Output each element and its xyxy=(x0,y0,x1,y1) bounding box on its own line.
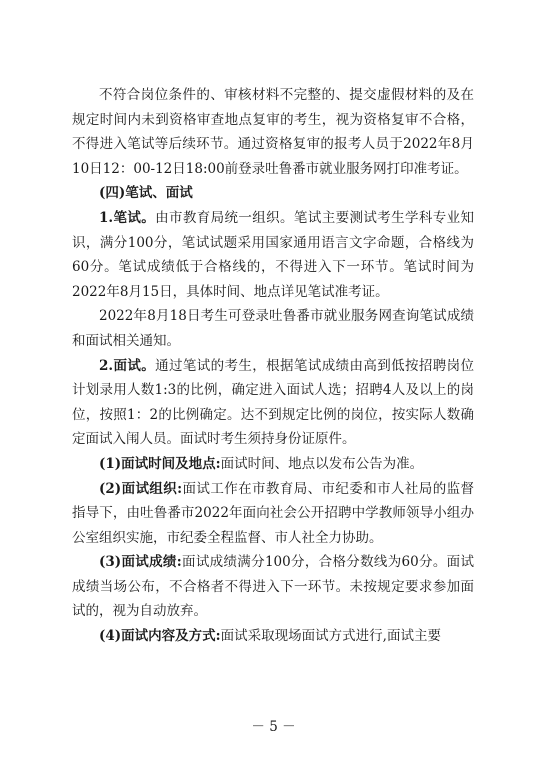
paragraph-written-exam xyxy=(72,206,474,304)
interview-time-place-title: (1)面试时间及地点: xyxy=(99,455,221,472)
paragraph-interview-content xyxy=(72,624,474,649)
paragraph-interview-time-place xyxy=(72,452,474,477)
paragraph-score-query: 2022年8月18日考生可登录吐鲁番市就业服务网查询笔试成绩和面试相关通知。 xyxy=(72,308,474,349)
paragraph-interview-organization xyxy=(72,477,474,551)
written-exam-text: 由市教育局统一组织。笔试主要测试考生学科专业知识，满分100分，笔试试题采用国家通用语言文字命题，合格线为60分。笔试成绩低于合格线的，不得进入下一环节。笔试时间为2022年8月15日，具体时间、地点详见笔试准考证。 xyxy=(72,209,475,300)
paragraph-interview-score xyxy=(72,550,474,624)
body-text xyxy=(72,83,474,649)
section-heading-exam-interview: (四)笔试、面试 xyxy=(99,185,193,202)
paragraph-qualification-review: 不符合岗位条件的、审核材料不完整的、提交虚假材料的及在规定时间内未到资格审查地点复审的考生，视为资格复审不合格，不得进入笔试等后续环节。通过资格复审的报考人员于2022年8月10日12：00-12日18:00前登录吐鲁番市就业服务网打印准考证。 xyxy=(72,87,474,177)
paragraph-interview xyxy=(72,354,474,452)
written-exam-title: 1.笔试。 xyxy=(99,209,156,226)
interview-text: 通过笔试的考生，根据笔试成绩由高到低按招聘岗位计划录用人数1:3的比例，确定进入面试人选；招聘4人及以上的岗位，按照1：2的比例确定。达不到规定比例的岗位，按实际人数确定面试入闱人员。面试时考生须持身份证原件。 xyxy=(72,357,475,448)
interview-score-title: (3)面试成绩: xyxy=(99,554,182,571)
interview-organization-text: 面试工作在市教育局、市纪委和市人社局的监督指导下，由吐鲁番市2022年面向社会公开招聘中学教师领导小组办公室组织实施，市纪委全程监督、市人社全力协助。 xyxy=(72,480,474,546)
page-number: － 5 － xyxy=(251,719,296,735)
interview-organization-title: (2)面试组织: xyxy=(99,480,183,497)
interview-score-text: 面试成绩满分100分，合格分数线为60分。面试成绩当场公布，不合格者不得进入下一环节。未按规定要求参加面试的，视为自动放弃。 xyxy=(72,554,474,620)
interview-title: 2.面试。 xyxy=(99,357,156,374)
interview-time-place-text: 面试时间、地点以发布公告为准。 xyxy=(220,455,424,472)
interview-content-text: 面试采取现场面试方式进行,面试主要 xyxy=(220,628,441,645)
interview-content-title: (4)面试内容及方式: xyxy=(99,628,221,645)
